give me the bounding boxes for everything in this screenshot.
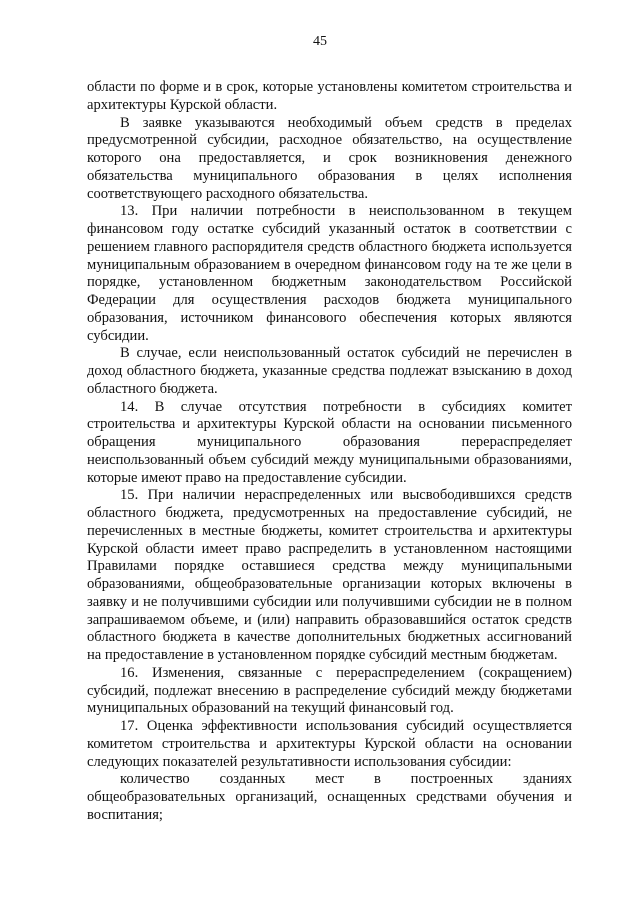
paragraph-indicator: количество созданных мест в построенных зданиях общеобразовательных организаций, оснащенных средствами обучения и воспитания; xyxy=(87,771,572,823)
paragraph-16: 16. Изменения, связанные с перераспределением (сокращением) субсидий, подлежат внесению в распределение субсидий между бюджетами муниципальных образований на текущий финансовый год. xyxy=(87,664,572,717)
page-number: 45 xyxy=(313,34,327,49)
paragraph-continuation: области по форме и в срок, которые установлены комитетом строительства и архитектуры Курской области. xyxy=(87,79,572,113)
paragraph-17: 17. Оценка эффективности использования субсидий осуществляется комитетом строительства и архитектуры Курской области на основании следующих показателей результативности использования субсидии: xyxy=(87,718,572,770)
paragraph-15: 15. При наличии нераспределенных или высвободившихся средств областного бюджета, предусмотренных на предоставление субсидий, не перечисленных в местные бюджеты, комитет строительства и архитектуры Курской области имеет право распределить в установленном настоящими Правилами порядке оставшиеся средства между муниципальными образованиями, общеобразовательные организации которых включены в заявку и не получившими субсидии или получившими субсидии не в полном запрашиваемом объеме, и (или) направить образовавшийся остаток средств областного бюджета в качестве дополнительных бюджетных ассигнований на предоставление в установленном порядке субсидий местным бюджетам. xyxy=(87,487,572,663)
body-text xyxy=(87,79,572,825)
paragraph-application-contents: В заявке указываются необходимый объем средств в пределах предусмотренной субсидии, расходное обязательство, на осуществление которого она предоставляется, и срок возникновения денежного обязательства муниципального образования в целях исполнения соответствующего расходного обязательства. xyxy=(87,114,572,202)
paragraph-unspent-balance: В случае, если неиспользованный остаток субсидий не перечислен в доход областного бюджета, указанные средства подлежат взысканию в доход областного бюджета. xyxy=(87,345,572,397)
paragraph-14: 14. В случае отсутствия потребности в субсидиях комитет строительства и архитектуры Курской области на основании письменного обращения муниципального образования перераспределяет неиспользованный объем субсидий между муниципальными образованиями, которые имеют право на предоставление субсидии. xyxy=(87,398,572,486)
paragraph-13: 13. При наличии потребности в неиспользованном в текущем финансовом году остатке субсидий указанный остаток в соответствии с решением главного распорядителя средств областного бюджета используется муниципальным образованием в очередном финансовом году на те же цели в порядке, установленном бюджетным законодательством Российской Федерации для осуществления расходов бюджета муниципального образования, источником финансового обеспечения которых являются субсидии. xyxy=(87,203,572,344)
